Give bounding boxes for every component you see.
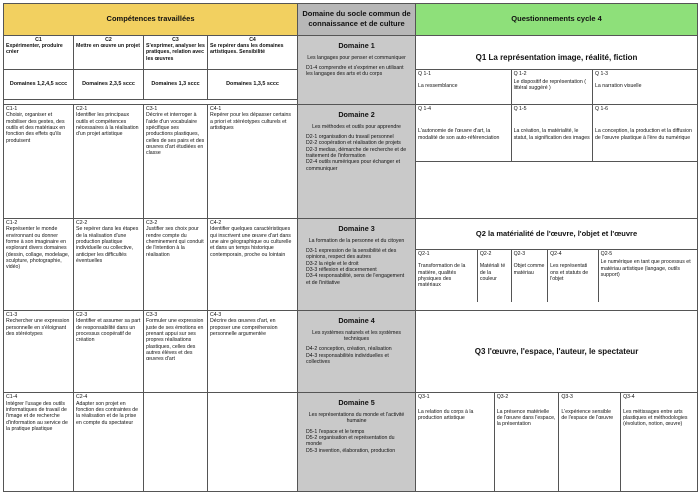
competence-cell [4, 311, 74, 393]
q1-row1 [416, 69, 698, 104]
q1-1-cell [416, 70, 512, 104]
q-code: Q3-4 [623, 394, 635, 401]
competence-cell [74, 393, 144, 492]
q-code: Q 1-3 [595, 70, 609, 77]
header-questionnements: Questionnements cycle 4 [416, 4, 698, 36]
cell-code: C2-4 [76, 394, 88, 401]
cell-code: C1-2 [6, 219, 18, 226]
competence-cell [74, 218, 144, 310]
q-label: Transformation de la matière, qualités physiques des matériaux [418, 263, 466, 289]
cell-text: Se repérer dans les étapes de la réalisation d'une production plastique individuelle ou collective, anticiper les difficultés éventuelles [76, 226, 139, 264]
q1-2-cell [512, 70, 593, 104]
q-label: La création, la matérialité, le statut, la signification des images [513, 128, 590, 141]
cell-text: Repérer pour les dépasser certains a priori et stéréotypes culturels et artistiques [210, 112, 292, 131]
competence-title: S'exprimer, analyser les pratiques, relation avec les œuvres [146, 43, 205, 62]
q-label: Les représentati ons et statuts de l'objet [550, 263, 589, 282]
q-label: Le dispositif de représentation ( littéral suggéré ) [513, 79, 586, 92]
cell-text: Choisir, organiser et mobiliser des gestes, des outils et des matériaux en fonction des effets qu'ils produisent [6, 112, 66, 144]
cell-code: C1-1 [6, 105, 18, 112]
q2-title: Q2 la matérialité de l'œuvre, l'objet et l'œuvre [416, 219, 697, 250]
competence-cell [4, 218, 74, 310]
q-label: La ressemblance [418, 83, 458, 90]
domaine-4 [298, 311, 416, 393]
cell-text: Rechercher une expression personnelle en s'éloignant des stéréotypes [6, 318, 70, 338]
cell-code: C2-3 [76, 312, 88, 319]
competence-code: C1 [35, 36, 42, 43]
competence-cell [208, 218, 298, 310]
domaine-subtitle: Les méthodes et outils pour apprendre [312, 123, 401, 130]
competence-domaines-c3: Domaines 1,3 sccc [144, 69, 208, 100]
domaine-item: D4-3 responsabilités individuelles et collectives [306, 352, 389, 366]
competence-cell [208, 311, 298, 393]
cell-code: C3-1 [146, 105, 158, 112]
q-label: L'expérience sensible de l'espace de l'œuvre [561, 408, 614, 421]
competence-cell [4, 393, 74, 492]
domaine-subtitle: Les représentations du monde et l'activité humaine [308, 412, 405, 425]
competence-header-c1 [4, 35, 74, 69]
domaine-item: D2-3 medias, démarche de recherche et de traitement de l'information [306, 146, 407, 160]
q-label: Les métissages entre arts plastiques et méthodologies (évolution, notion, œuvre) [623, 408, 688, 428]
competence-cell [208, 104, 298, 218]
q-code: Q3-3 [561, 394, 573, 401]
competence-cell [144, 104, 208, 218]
q-label: Le numérique en tant que processus et matériau artistique (langage, outils support) [600, 259, 691, 278]
domaine-3 [298, 218, 416, 310]
cell-text: Décrire et interroger à l'aide d'un vocabulaire spécifique ses productions plastiques, celles de ses pairs et des œuvres d'art étudiées en classe [146, 112, 205, 157]
q3-4-cell [621, 393, 697, 491]
cell-code: C3-3 [146, 312, 158, 319]
q-code: Q 1-4 [418, 105, 432, 112]
q-code: Q2-1 [418, 250, 430, 257]
competence-code: C3 [172, 36, 179, 43]
domaine-title: Domaine 5 [338, 398, 375, 408]
q3-items [416, 393, 698, 492]
q-code: Q2-5 [600, 250, 613, 257]
competence-code: C2 [105, 36, 112, 43]
domaine-item: D2-4 outils numériques pour échanger et communiquer [306, 159, 401, 172]
domaine-1 [298, 35, 416, 104]
q-label: La présence matérielle de l'œuvre dans l'espace, la présentation [496, 408, 556, 428]
competence-header-c3 [144, 35, 208, 69]
q1-row2 [416, 104, 698, 218]
q-code: Q 1-2 [513, 70, 527, 77]
q2-4-cell [548, 250, 599, 302]
q-code: Q3-2 [496, 394, 509, 401]
q1-title: Q1 La représentation image, réalité, fiction [416, 35, 698, 69]
q2-1-cell [416, 250, 478, 302]
competence-cell [144, 218, 208, 310]
cell-code: C2-1 [76, 105, 88, 112]
q2-3-cell [512, 250, 549, 302]
competence-cell [4, 104, 74, 218]
domaine-item: D3-1 expression de la sensibilité et des opinions, respect des autres [306, 248, 397, 261]
cell-code: C1-4 [6, 394, 18, 401]
domaine-item: D3-4 responsabilité, sens de l'engagement et de l'initiative [306, 273, 405, 286]
competence-header-c2 [74, 35, 144, 69]
q-code: Q2-2 [479, 250, 492, 257]
q2-5-cell [599, 250, 697, 302]
q-label: L'autonomie de l'œuvre d'art, la modalité de son auto-référenciation [418, 128, 500, 141]
cell-code: C4-2 [210, 219, 222, 226]
domaine-item: D5-1 l'espace et le temps [306, 428, 365, 435]
competence-domaines-c2: Domaines 2,3,5 sccc [74, 69, 144, 100]
domaine-title: Domaine 4 [338, 316, 375, 326]
domaine-item: D5-2 organisation et représentation du monde [306, 435, 395, 448]
q-code: Q 1-5 [513, 105, 527, 112]
domaine-subtitle: La formation de la personne et du citoyen [308, 237, 405, 244]
competence-title: Mettre en œuvre un projet [76, 43, 140, 50]
domaine-item: D4-2 conception, création, réalisation [306, 346, 392, 353]
cell-text: Formuler une expression juste de ses émotions en prenant appui sur ses propres réalisations plastiques, celles des autres élèves et des œuvres d'art [146, 318, 204, 363]
competence-code: C4 [249, 36, 256, 43]
q3-title: Q3 l'œuvre, l'espace, l'auteur, le spectateur [416, 311, 698, 393]
cell-text: Identifier quelques caractéristiques qui inscrivent une œuvre d'art dans une aire géographique ou culturelle et dans un temps historique contemporain, proche ou lointain [210, 226, 292, 258]
q-code: Q 1-6 [595, 105, 609, 112]
domaine-title: Domaine 2 [338, 109, 375, 119]
q-label: La narration visuelle [595, 83, 642, 90]
competence-domaines-c1: Domaines 1,2,4,5 sccc [4, 69, 74, 100]
q1-3-cell [593, 70, 697, 104]
cell-text: Identifier et assumer sa part de responsabilité dans un processus coopératif de création [76, 318, 141, 344]
q3-3-cell [559, 393, 621, 491]
q2-block [416, 218, 698, 310]
q-label: Matériali té de la couleur [479, 263, 506, 282]
domaine-item: D3-2 la règle et le droit [306, 260, 359, 267]
cell-text: Justifier ses choix pour rendre compte du cheminement qui conduit de l'intention à la réalisation [146, 226, 204, 258]
domaine-2 [298, 104, 416, 218]
q-label: La conception, la production et la diffusion de l'œuvre plastique à l'ère du numérique [595, 128, 692, 141]
competence-title: Se repérer dans les domaines artistiques. Sensibilité [210, 43, 284, 56]
q-code: Q 1-1 [418, 70, 432, 77]
cell-text: Décrire des œuvres d'art, en proposer une compréhension personnelle argumentée [210, 318, 278, 338]
cell-text: Identifier les principaux outils et compétences nécessaires à la réalisation d'un projet artistique [76, 112, 139, 138]
q-label: La relation du corps à la production artistique [418, 408, 474, 421]
domaine-item: D5-3 invention, élaboration, production [306, 447, 396, 454]
competence-cell [74, 311, 144, 393]
cell-code: C3-2 [146, 219, 158, 226]
cell-text: Intégrer l'usage des outils informatiques de travail de l'image et de recherche d'information au service de la pratique plastique [6, 400, 68, 432]
q3-2-cell [495, 393, 560, 491]
domaine-item: D1-4 comprendre et s'exprimer en utilisant les langages des arts et du corps [306, 64, 404, 78]
domaine-subtitle: Les langages pour penser et communiquer [307, 54, 406, 61]
competence-cell-empty [208, 393, 298, 492]
cell-code: C4-3 [210, 312, 222, 319]
competence-title: Expérimenter, produire créer [6, 43, 63, 56]
q2-2-cell [478, 250, 512, 302]
q-code: Q2-4 [550, 250, 562, 257]
header-domaine: Domaine du socle commun de connaissance et de culture [298, 4, 416, 36]
competence-cell [144, 311, 208, 393]
domaine-item: D2-2 coopération et réalisation de projets [306, 140, 401, 147]
cell-code: C2-2 [76, 219, 88, 226]
domaine-subtitle: Les systèmes naturels et les systèmes techniques [312, 329, 401, 343]
header-competences: Compétences travaillées [4, 4, 298, 36]
programme-table [3, 3, 698, 492]
competence-cell [74, 104, 144, 218]
q-code: Q3-1 [418, 394, 430, 401]
domaine-item: D2-1 organisation du travail personnel [306, 133, 394, 140]
domaine-title: Domaine 3 [338, 223, 375, 233]
cell-text: Adapter son projet en fonction des contraintes de la réalisation et de la prise en compte du spectateur [76, 400, 139, 426]
cell-code: C4-1 [210, 105, 222, 112]
competence-domaines-c4: Domaines 1,3,5 sccc [208, 69, 298, 100]
domaine-item: D3-3 réflexion et discernement [306, 267, 377, 274]
cell-text: Représenter le monde environnant ou donner forme à son imaginaire en explorant divers domaines (dessin, collage, modelage, sculpture, photographie, vidéo) [6, 226, 70, 271]
q1-6-cell [593, 105, 697, 161]
q-code: Q2-3 [513, 250, 526, 257]
competence-cell-empty [144, 393, 208, 492]
domaine-title: Domaine 1 [338, 40, 375, 50]
q3-1-cell [416, 393, 495, 491]
q1-4-cell [416, 105, 512, 161]
competence-header-c4 [208, 35, 298, 69]
cell-code: C1-3 [6, 312, 18, 319]
q-label: Objet comme matériau [513, 263, 545, 276]
domaine-5 [298, 393, 416, 492]
q1-5-cell [512, 105, 593, 161]
